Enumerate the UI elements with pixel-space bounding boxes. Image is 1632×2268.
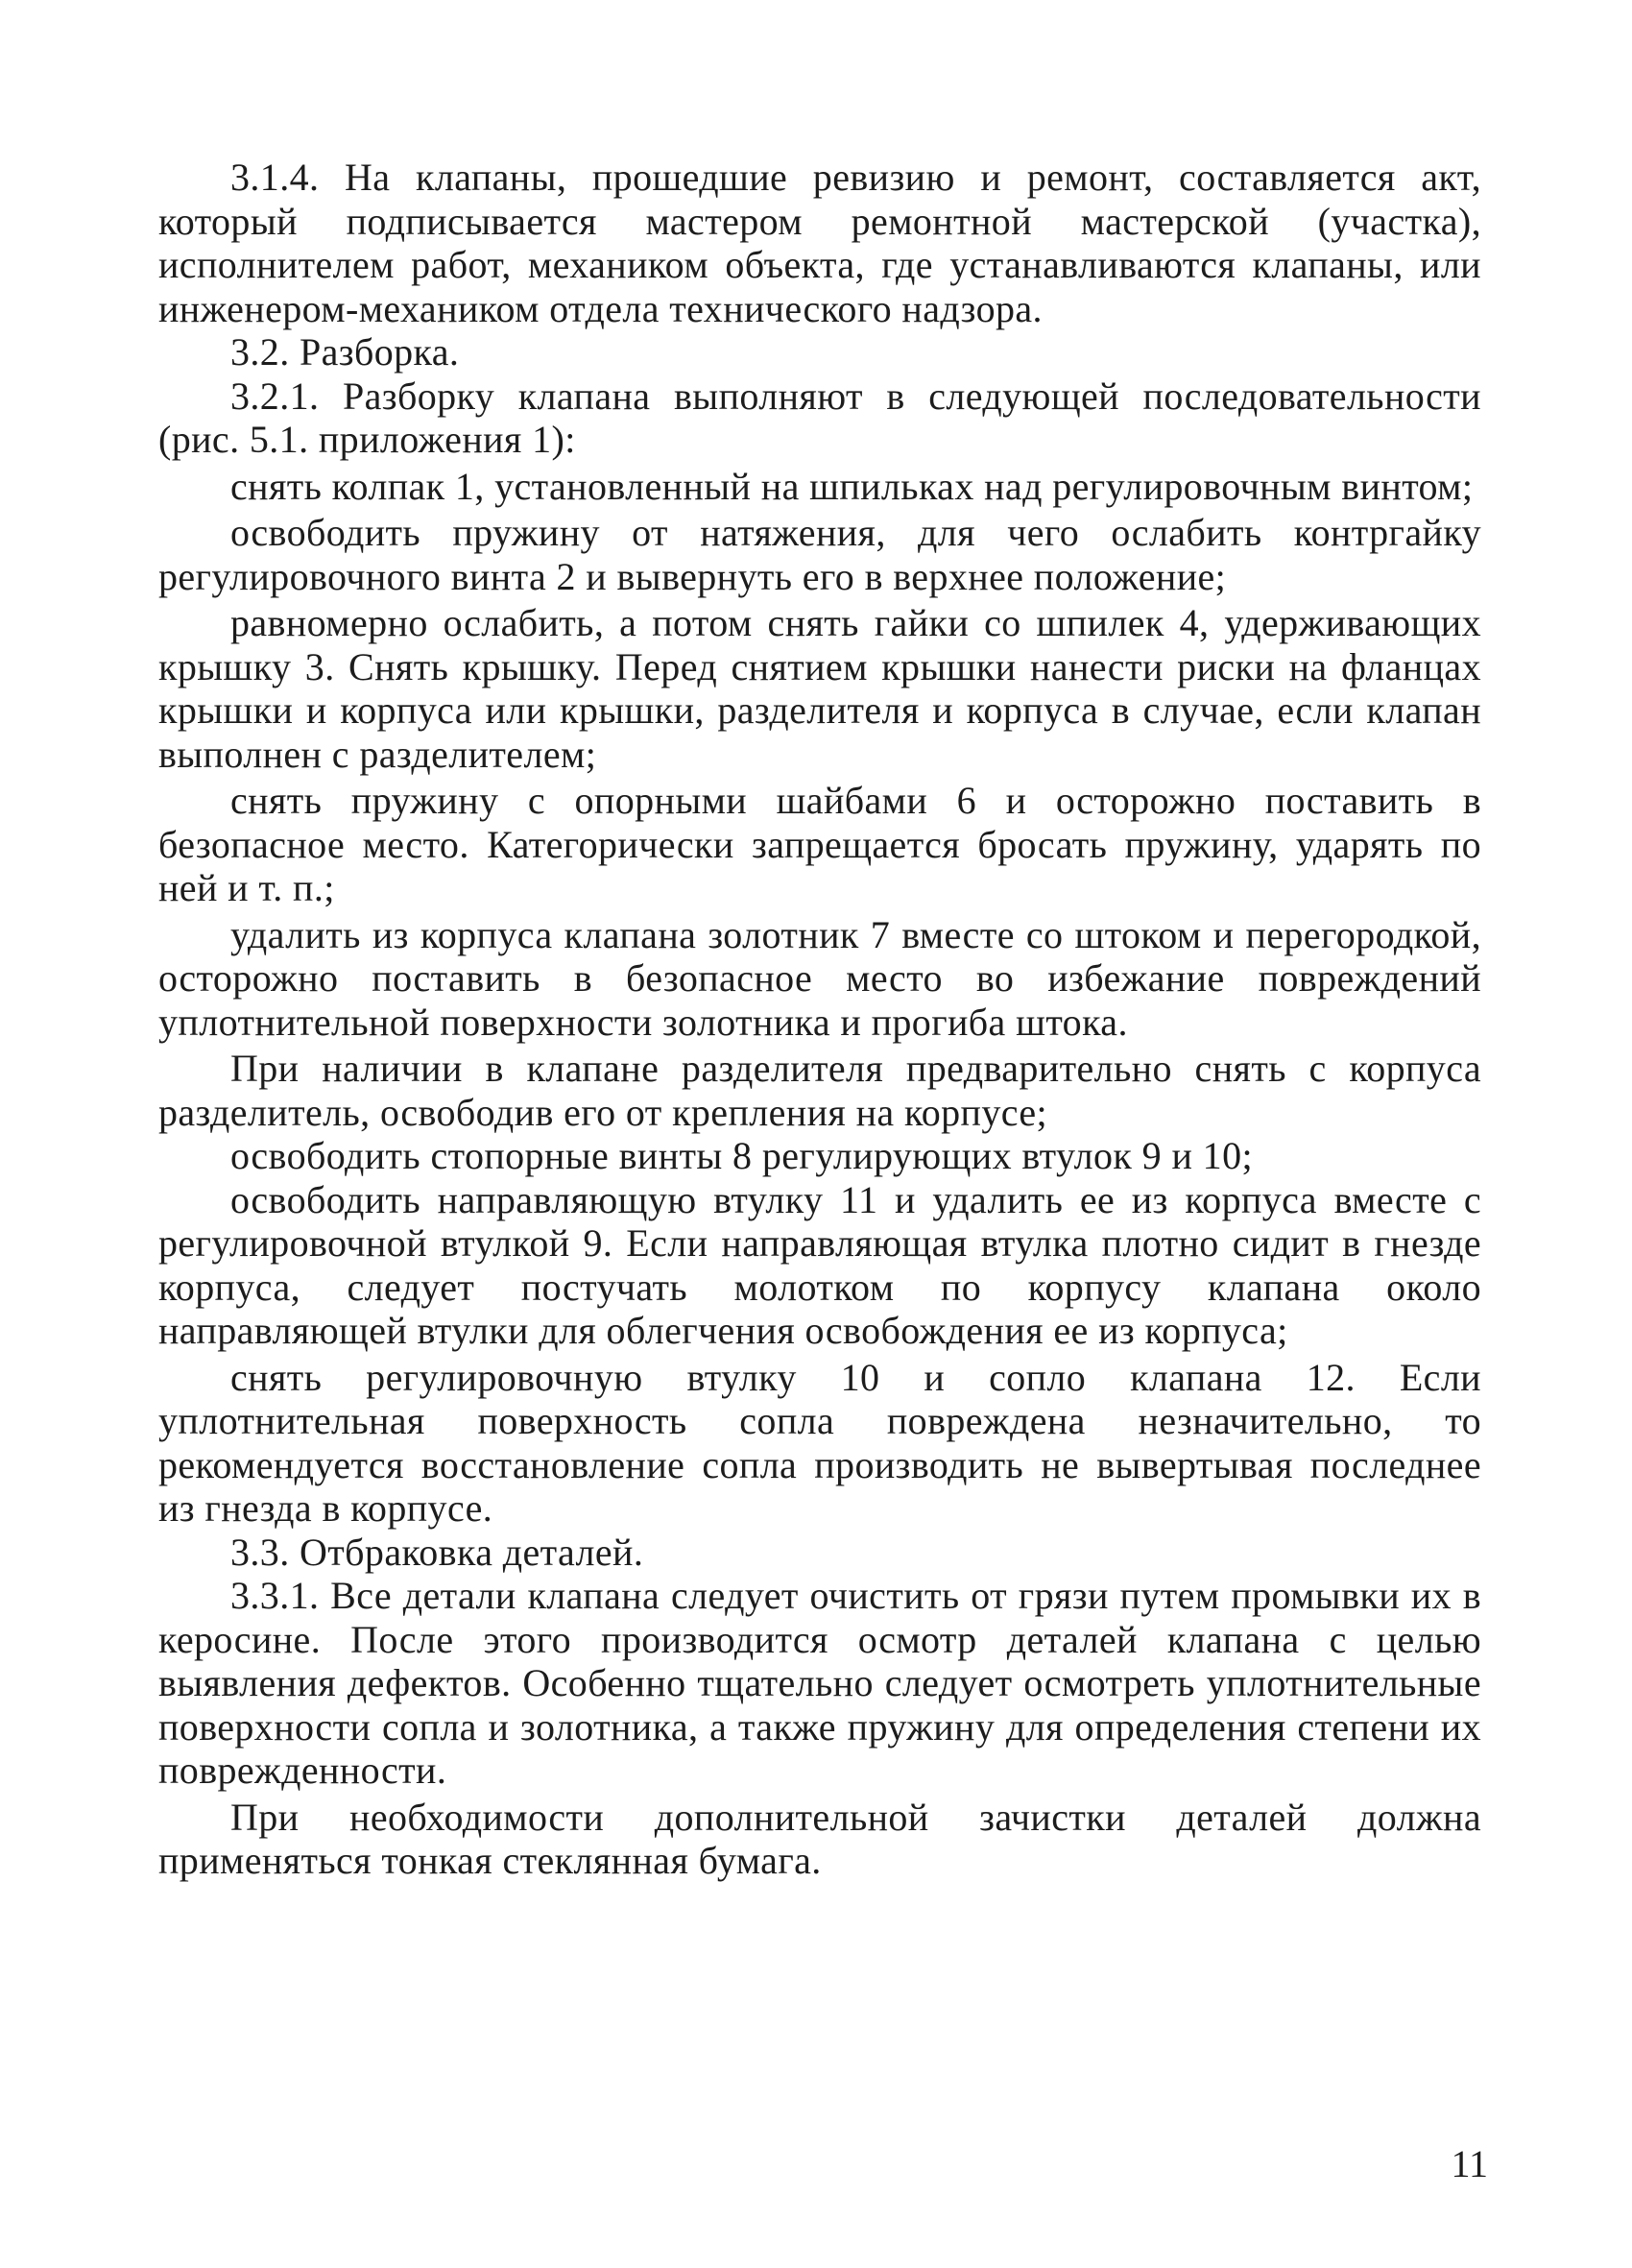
page-number: 11	[1451, 2142, 1488, 2185]
paragraph-3-3-1: 3.3.1. Все детали клапана следует очистить от грязи путем промывки их в керосине. После этого производится осмотр деталей клапана с целью выявления дефектов. Особенно тщательно следует осмотреть уплотнительные поверхности сопла и золотника, а также пружину для определения степени их поврежденности.	[158, 1574, 1481, 1792]
list-item-step: освободить стопорные винты 8 регулирующих втулок 9 и 10;	[230, 1134, 1253, 1177]
list-item-step: снять колпак 1, установленный на шпильках над регулировочным винтом;	[230, 464, 1474, 508]
paragraph-3-2-1: 3.2.1. Разборку клапана выполняют в следующей последовательности (рис. 5.1. приложения 1):	[158, 374, 1481, 461]
body-text	[158, 156, 1481, 1883]
section-heading-3-2: 3.2. Разборка.	[230, 330, 460, 374]
list-item-step: удалить из корпуса клапана золотник 7 вместе со штоком и перегородкой, осторожно поставить в безопасное место во избежание повреждений уплотнительной поверхности золотника и прогиба штока.	[158, 912, 1481, 1044]
list-item-step: снять регулировочную втулку 10 и сопло клапана 12. Если уплотнительная поверхность сопла повреждена незначительно, то рекомендуется восстановление сопла производить не вывертывая последнее из гнезда в корпусе.	[158, 1355, 1481, 1530]
list-item-step: освободить пружину от натяжения, для чего ослабить контргайку регулировочного винта 2 и вывернуть его в верхнее положение;	[158, 511, 1481, 598]
list-item-step: равномерно ослабить, а потом снять гайки со шпилек 4, удерживающих крышку 3. Снять крышку. Перед снятием крышки нанести риски на фланцах крышки и корпуса или крышки, разделителя и корпуса в случае, если клапан выполнен с разделителем;	[158, 601, 1481, 776]
list-item-step: При наличии в клапане разделителя предварительно снять с корпуса разделитель, освободив его от крепления на корпусе;	[158, 1047, 1481, 1134]
list-item-step: освободить направляющую втулку 11 и удалить ее из корпуса вместе с регулировочной втулкой 9. Если направляющая втулка плотно сидит в гнезде корпуса, следует постучать молотком по корпусу клапана около направляющей втулки для облегчения освобождения ее из корпуса;	[158, 1177, 1481, 1352]
paragraph-3-1-4: 3.1.4. На клапаны, прошедшие ревизию и ремонт, составляется акт, который подписывается мастером ремонтной мастерской (участка), исполнителем работ, механиком объекта, где устанавливаются клапаны, или инженером-механиком отдела технического надзора.	[158, 156, 1481, 330]
paragraph-note: При необходимости дополнительной зачистки деталей должна применяться тонкая стеклянная бумага.	[158, 1795, 1481, 1882]
section-heading-3-3: 3.3. Отбраковка деталей.	[230, 1530, 644, 1574]
list-item-step: снять пружину с опорными шайбами 6 и осторожно поставить в безопасное место. Категорически запрещается бросать пружину, ударять по ней и т. п.;	[158, 779, 1481, 909]
